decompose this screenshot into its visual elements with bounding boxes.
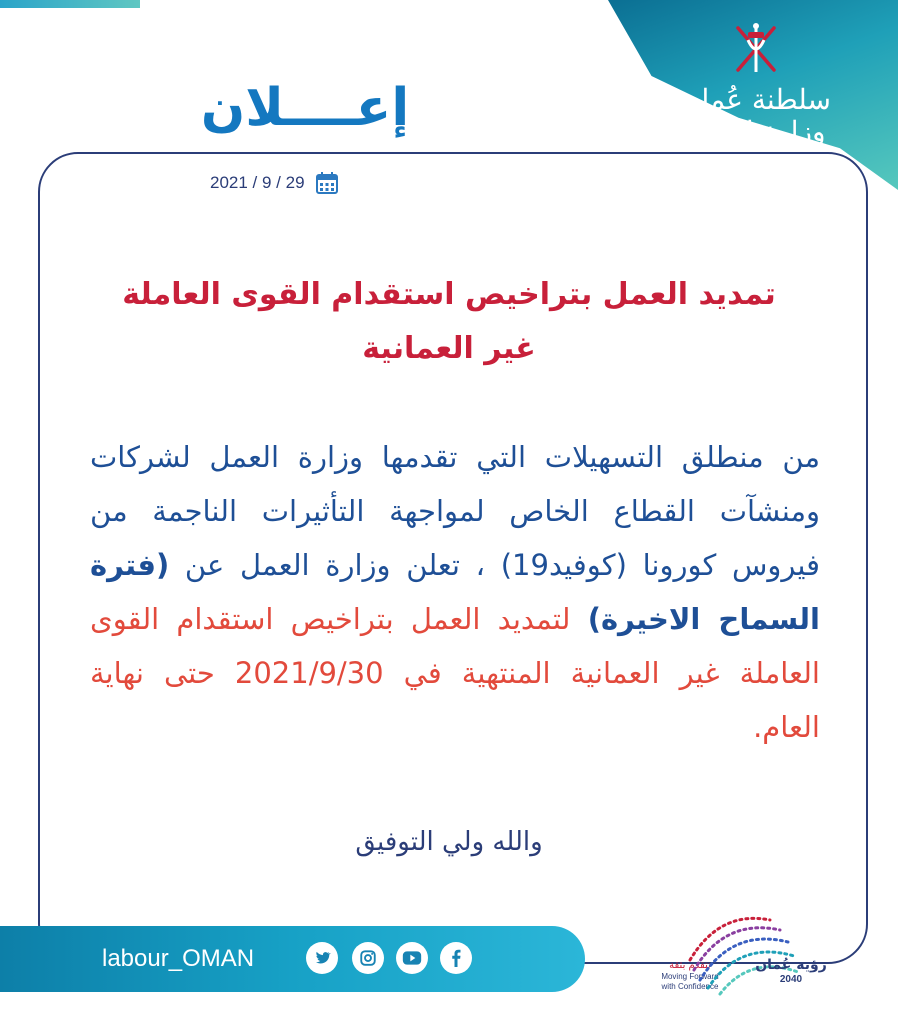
date-row — [210, 168, 339, 198]
social-bar — [0, 926, 585, 992]
announcement-body — [90, 430, 820, 754]
oman-emblem-icon — [726, 18, 786, 80]
facebook-icon[interactable] — [440, 942, 472, 974]
title-line-2: غير العمانية — [362, 331, 536, 366]
body-text-extension: لتمديد العمل بتراخيص استقدام القوى العاملة غير العمانية المنتهية في 2021/9/30 حتى نهاية العام. — [90, 602, 820, 744]
social-handle[interactable]: labour_OMAN — [102, 945, 255, 972]
youtube-icon[interactable] — [396, 942, 428, 974]
twitter-icon[interactable] — [306, 942, 338, 974]
slogan-english-2: with Confidence — [661, 982, 719, 991]
announcement-title — [80, 268, 818, 376]
vision-title: رؤية عُمان — [755, 957, 827, 973]
ministry-logo — [666, 18, 846, 168]
vision-year: 2040 — [779, 974, 803, 985]
org-name-oman: سلطنة عُمان — [680, 83, 832, 116]
title-line-1: تمديد العمل بتراخيص استقدام القوى العاملة — [122, 277, 776, 312]
calendar-icon — [315, 171, 339, 195]
slogan-english-1: Moving Forward — [661, 972, 719, 981]
instagram-icon[interactable] — [352, 942, 384, 974]
announcement-date: 2021 / 9 / 29 — [210, 173, 305, 192]
vision-2040-logo — [746, 956, 836, 986]
page-heading: إعــــلان — [170, 68, 440, 148]
top-left-accent — [0, 0, 140, 8]
closing-phrase: والله ولي التوفيق — [355, 827, 543, 857]
org-name-ministry: وزارة العمل — [686, 115, 826, 148]
body-text-grace-period: (فترة السماح الاخيرة) — [90, 548, 820, 636]
body-text-intro: من منطلق التسهيلات التي تقدمها وزارة العمل لشركات ومنشآت القطاع الخاص لمواجهة التأثيرات الناجمة من فيروس كورونا (كوفيد19) ، تعلن وزارة العمل عن — [90, 440, 820, 582]
slogan-arabic: نتقدم بثقة — [669, 960, 711, 971]
